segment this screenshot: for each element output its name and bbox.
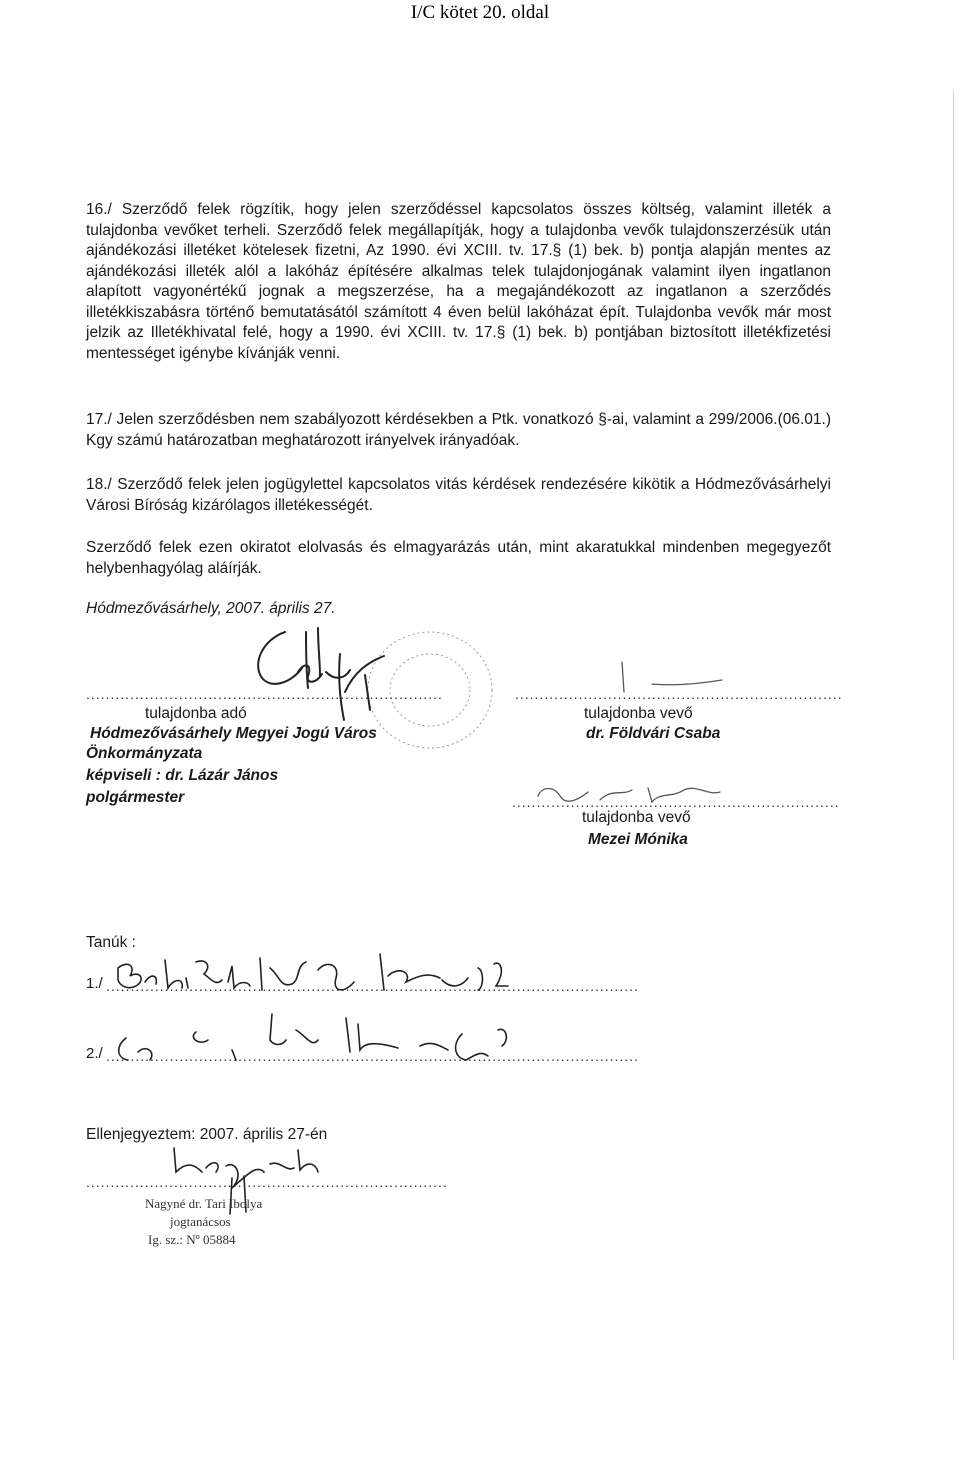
witness-2-number: 2./ <box>86 1045 103 1062</box>
witness-1-number: 1./ <box>86 975 103 992</box>
witnesses-label: Tanúk : <box>86 934 136 951</box>
witness-2-line: ............................................................................................................. <box>106 1048 639 1064</box>
donor-rep-line1: képviseli : dr. Lázár János <box>86 767 279 784</box>
clause-17-text: 17./ Jelen szerződésben nem szabályozott kérdésekben a Ptk. vonatkozó §-ai, valamint a 299/2006.(06.01.) Kgy számú határozatban meghatározott irányelvek irányadóak. <box>86 411 831 449</box>
recipient1-role: tulajdonba vevő <box>584 705 693 722</box>
recipient1-signature-line: ................................................................... <box>515 686 843 702</box>
lawyer-stamp-line1: Nagyné dr. Tari Ibolya <box>145 1196 263 1211</box>
countersign-text: Ellenjegyeztem: 2007. április 27-én <box>86 1126 328 1143</box>
recipient1-name: dr. Földvári Csaba <box>586 725 721 742</box>
donor-org-line1: Hódmezővásárhely Megyei Jogú Város <box>90 725 377 742</box>
lawyer-stamp-line2: jogtanácsos <box>170 1214 231 1229</box>
clause-16-text: 16./ Szerződő felek rögzítik, hogy jelen szerződéssel kapcsolatos összes költség, valamint illeték a tulajdonba vevőket terheli. Szerződő felek megállapítják, hogy a tulajdonba vevők tulajdonszerzésük után ajándékozási illetéket kötelesek fizetni, Az 1990. évi XCIII. tv. 17.§ (1) bek. b) pontja alapján mentes az ajándékozási illeték alól a lakóház építésére alkalmas telek tulajdonjogának valamint ilyen ingatlanon alapított vagyonértékű jognak a megszerzése, ha a megajándékozott az ingatlanon a szerződés illetékkiszabásra történő bemutatásától számított 4 éven belül lakóházat épít. Tulajdonba vevők már most jelzik az Illetékhivatal felé, hogy a 1990. évi XCIII. tv. 17.§ (1) bek. b) pontjában biztosított illetékfizetési mentességet igénybe kívánják venni. <box>86 201 831 362</box>
place-date: Hódmezővásárhely, 2007. április 27. <box>86 600 336 617</box>
clause-18-text: 18./ Szerződő felek jelen jogügylettel kapcsolatos vitás kérdések rendezésére kikötik a Hódmezővásárhelyi Városi Bíróság kizárólagos illetékességét. <box>86 476 831 514</box>
donor-rep-line2: polgármester <box>86 789 185 806</box>
page-header-title: I/C kötet 20. oldal <box>410 2 550 23</box>
lawyer-stamp-line3: Ig. sz.: Nº 05884 <box>148 1232 236 1247</box>
donor-role: tulajdonba adó <box>145 705 247 722</box>
recipient2-signature-line: ................................................................... <box>512 794 840 810</box>
recipient2-name: Mezei Mónika <box>588 831 688 848</box>
closing-text: Szerződő felek ezen okiratot elolvasás és elmagyarázás után, mint akaratukkal mindenben megegyezőt helybenhagyólag aláírják. <box>86 539 831 577</box>
recipient2-role: tulajdonba vevő <box>582 809 691 826</box>
donor-org-line2: Önkormányzata <box>86 745 203 762</box>
donor-signature-line: ......................................................................... <box>86 686 443 702</box>
countersign-line: .......................................................................... <box>86 1174 448 1190</box>
witness-1-line: ............................................................................................................. <box>106 978 639 994</box>
donor-signature <box>258 628 384 720</box>
